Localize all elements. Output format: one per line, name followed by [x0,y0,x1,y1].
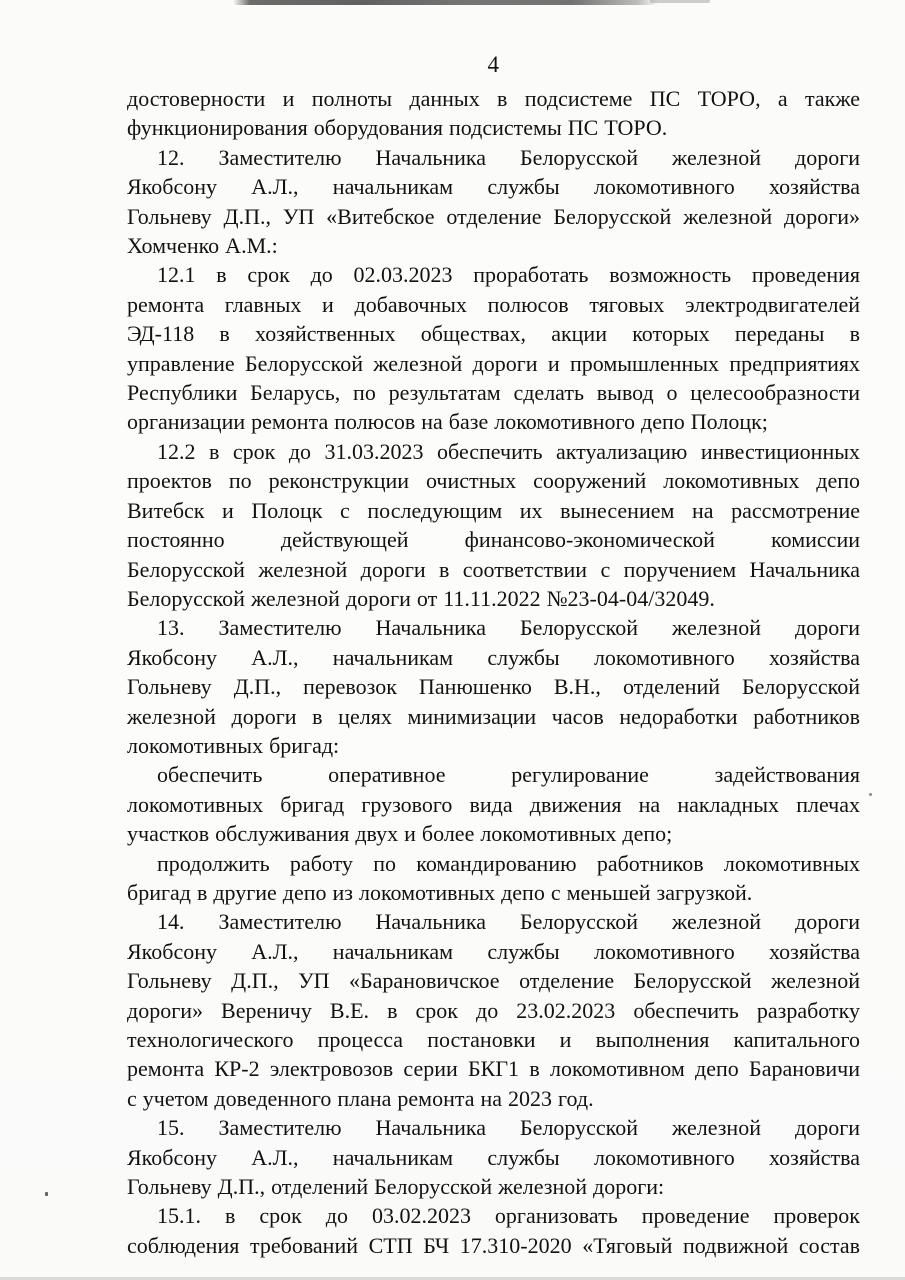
scan-artifact-top-streak [233,0,658,5]
text-line: соблюдения требований СТП БЧ 17.310-2020 «Тяговый подвижной состав [127,1232,860,1258]
text-line: 12.2 в срок до 31.03.2023 обеспечить актуализацию инвестиционных [157,438,860,464]
text-line: Якобсону А.Л., начальникам службы локомотивного хозяйства [127,938,860,964]
paragraph [127,437,860,613]
text-line: Гольневу Д.П., отделений Белорусской железной дороги: [127,1174,665,1200]
paragraph [127,1201,860,1260]
text-line: достоверности и полноты данных в подсистеме ПС ТОРО, а также [127,86,860,111]
paragraph [127,84,860,143]
text-line: Якобсону А.Л., начальникам службы локомотивного хозяйства [127,644,860,670]
text-line: функционирования оборудования подсистемы ПС ТОРО. [127,115,668,141]
scan-artifact-speck-bottom [45,1192,48,1196]
text-line: постоянно действующей финансово-экономической комиссии [127,527,860,553]
paragraph [127,849,860,908]
paragraph [127,907,860,1113]
text-line: Гольневу Д.П., УП «Витебское отделение Белорусской железной дороги» [127,203,860,229]
paragraph [127,143,860,261]
text-line: управление Белорусской железной дороги и промышленных предприятиях [127,350,860,376]
scan-artifact-speck-right [869,793,872,796]
page-number: 4 [487,52,500,77]
text-line: Гольневу Д.П., УП «Барановичское отделение Белорусской железной [127,968,860,994]
paragraph [127,260,860,436]
text-line: обеспечить оперативное регулирование задействования [157,762,860,788]
text-line: локомотивных бригад грузового вида движения на накладных плечах [127,791,860,817]
text-line: ремонта КР-2 электровозов серии БКГ1 в локомотивном депо Барановичи [127,1056,860,1082]
text-line: Республики Беларусь, по результатам сделать вывод о целесообразности [127,380,860,406]
text-line: продолжить работу по командированию работников локомотивных [157,850,860,876]
text-line: локомотивных бригад: [127,732,340,758]
text-line: ЭД-118 в хозяйственных обществах, акции которых переданы в [127,321,860,347]
text-line: 12. Заместителю Начальника Белорусской железной дороги [157,144,860,170]
text-line: технологического процесса постановки и выполнения капитального [127,1027,860,1052]
text-line: дороги» Вереничу В.Е. в срок до 23.02.2023 обеспечить разработку [127,997,860,1023]
text-line: 15. Заместителю Начальника Белорусской железной дороги [157,1115,860,1141]
text-line: Гольневу Д.П., перевозок Панюшенко В.Н., отделений Белорусской [127,674,860,700]
text-line: участков обслуживания двух и более локомотивных депо; [127,821,673,847]
text-line: Белорусской железной дороги от 11.11.2022 №23-04-04/32049. [127,585,715,611]
scan-artifact-top-streak-light [650,0,710,3]
text-line: 14. Заместителю Начальника Белорусской железной дороги [157,909,860,935]
text-line: Витебск и Полоцк с последующим их вынесением на рассмотрение [127,497,860,523]
paragraph [127,1113,860,1201]
text-line: проектов по реконструкции очистных сооружений локомотивных депо [127,468,860,494]
text-line: Якобсону А.Л., начальникам службы локомотивного хозяйства [127,174,860,200]
paragraph [127,760,860,848]
text-line: Якобсону А.Л., начальникам службы локомотивного хозяйства [127,1144,860,1170]
text-line: железной дороги в целях минимизации часов недоработки работников [127,703,860,729]
text-line: Белорусской железной дороги в соответствии с поручением Начальника [127,556,860,582]
text-line: 13. Заместителю Начальника Белорусской железной дороги [157,615,860,641]
text-line: 15.1. в срок до 03.02.2023 организовать проведение проверок [157,1203,860,1229]
text-line: ремонта главных и добавочных полюсов тяговых электродвигателей [127,291,860,317]
text-line: организации ремонта полюсов на базе локомотивного депо Полоцк; [127,409,768,435]
text-line: бригад в другие депо из локомотивных депо с меньшей загрузкой. [127,879,753,905]
text-line: 12.1 в срок до 02.03.2023 проработать возможность проведения [157,262,860,288]
document-body [127,84,860,1260]
text-line: Хомченко А.М.: [127,233,278,259]
paragraph [127,613,860,760]
text-line: с учетом доведенного плана ремонта на 2023 год. [127,1085,594,1111]
